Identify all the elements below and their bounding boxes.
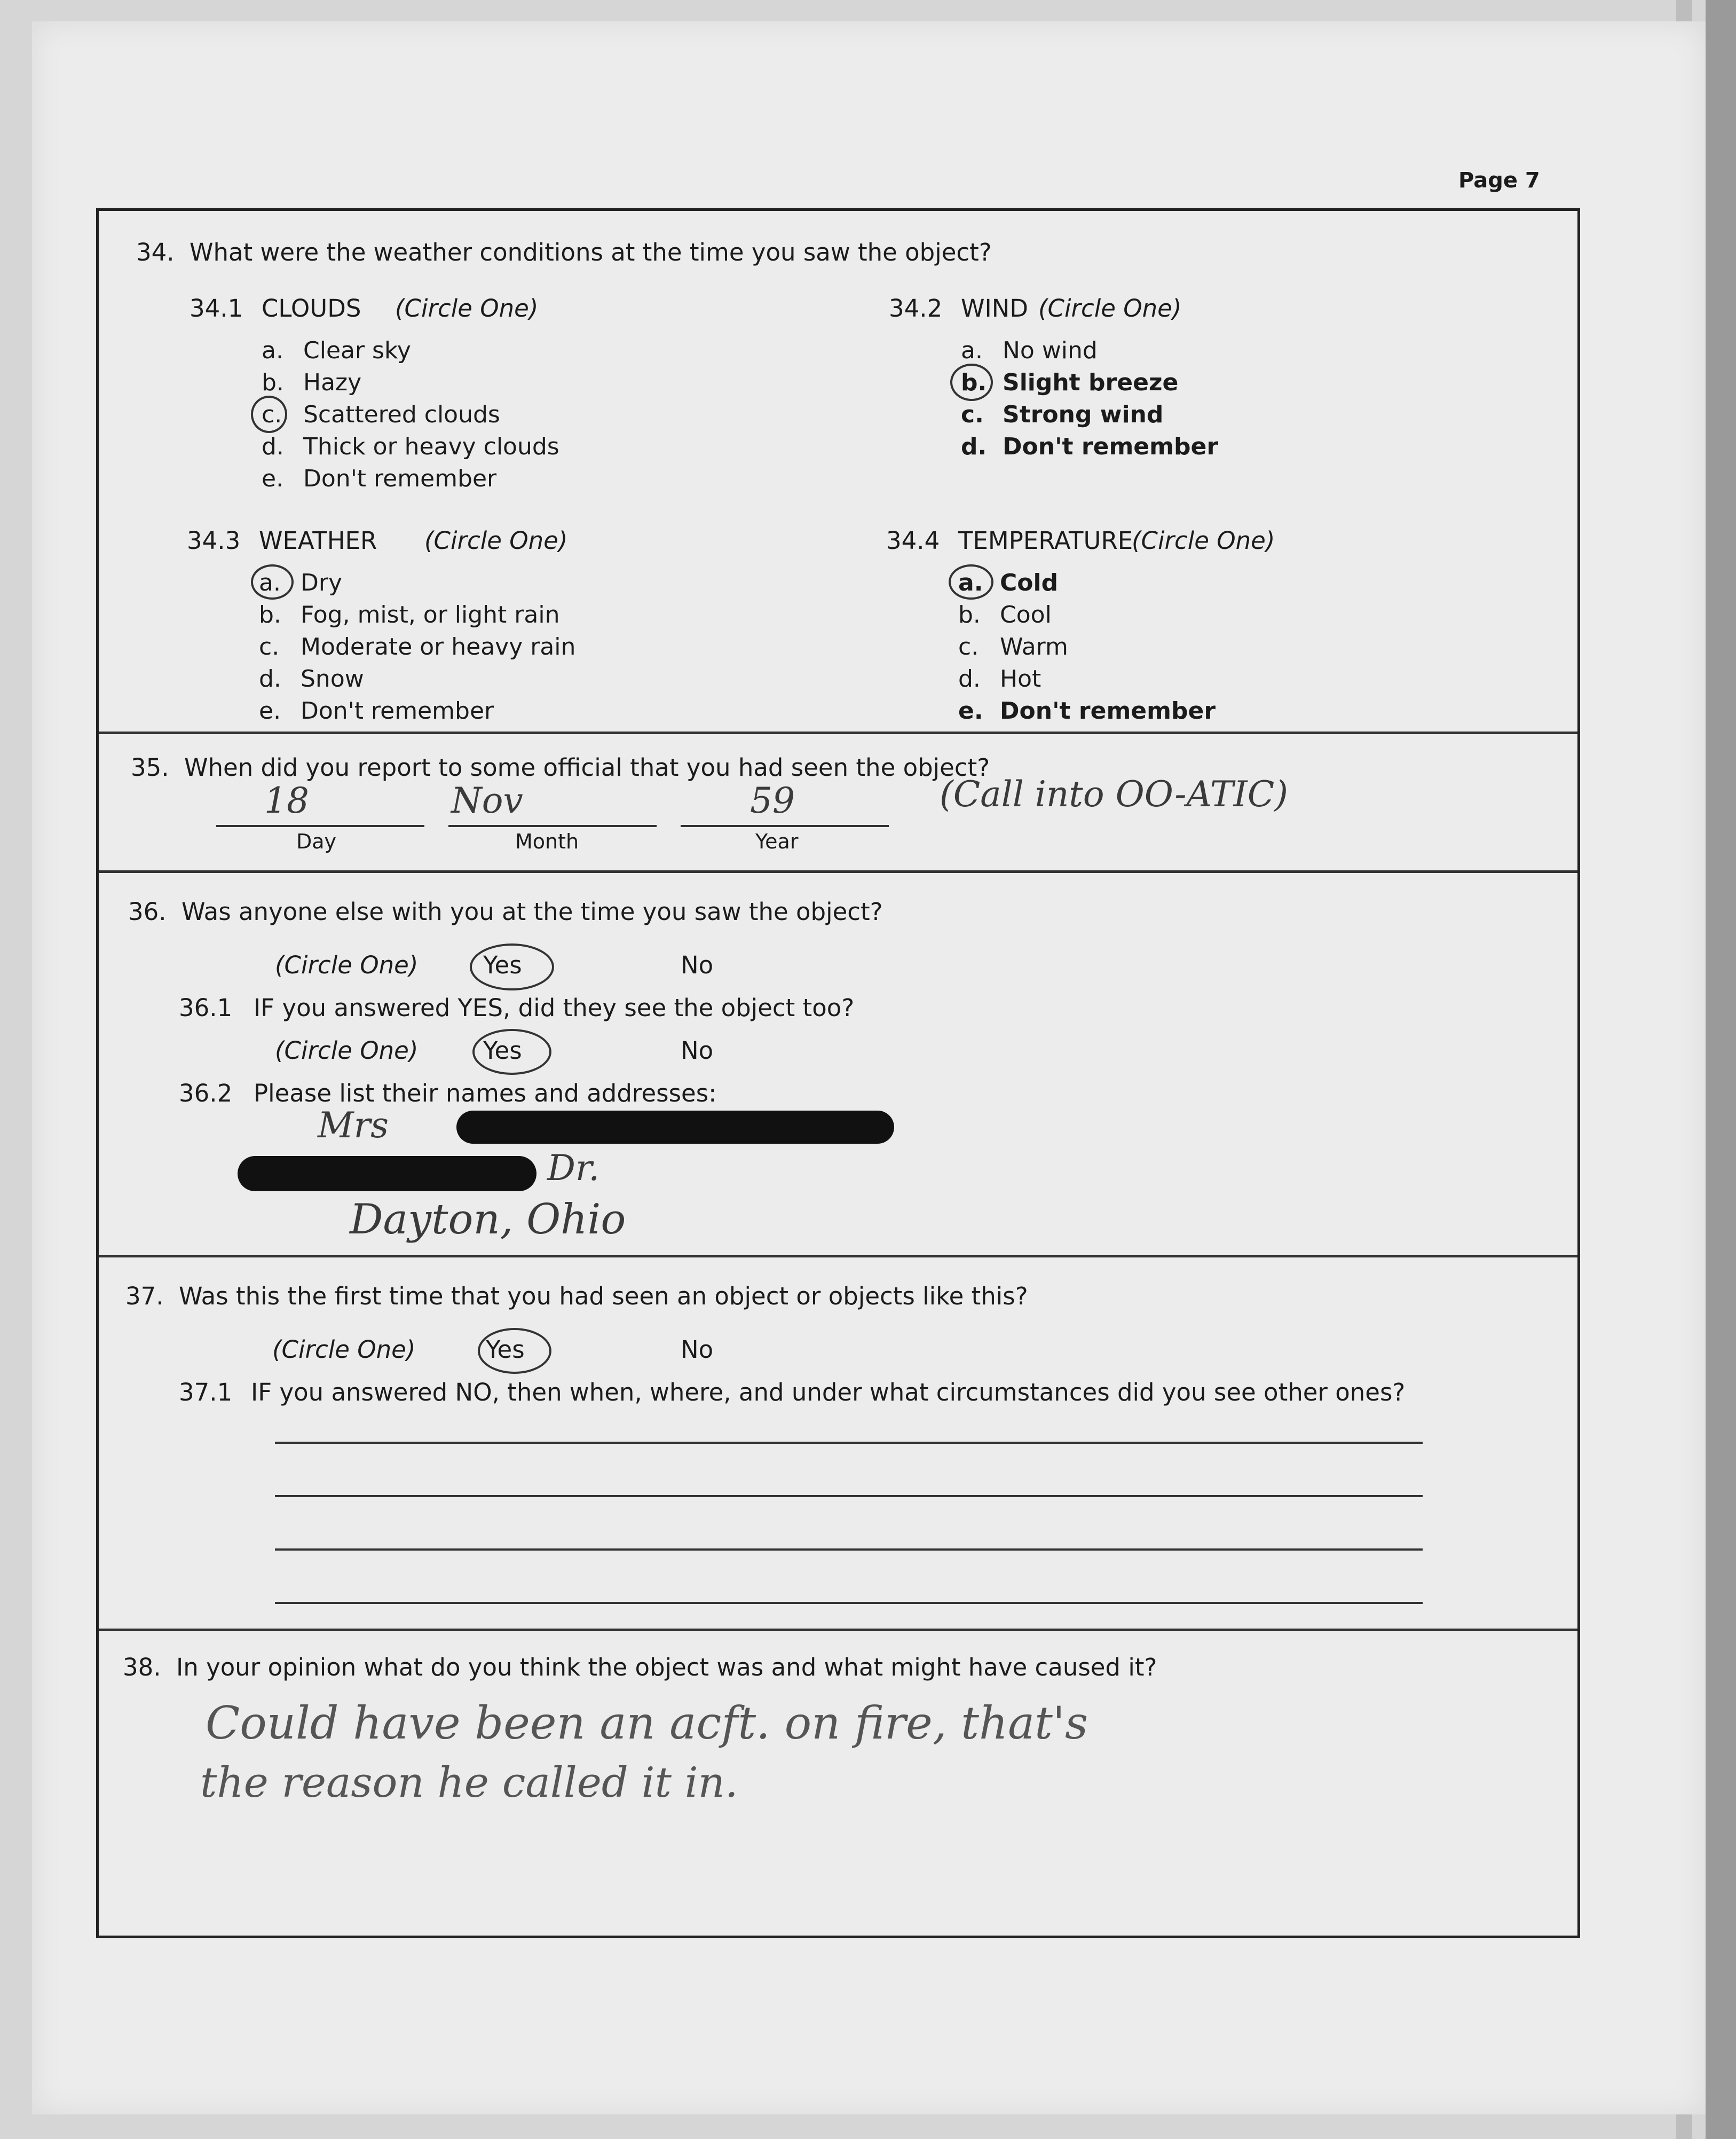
q36-number: 36. (128, 898, 167, 926)
clouds-option-b[interactable]: b. Hazy (262, 369, 362, 396)
wind-hint: (Circle One) (1038, 294, 1182, 323)
q36-1-no[interactable]: No (681, 1036, 714, 1065)
answer-line[interactable] (275, 1495, 1423, 1497)
q36-yes[interactable]: Yes (483, 951, 522, 979)
clouds-option-d[interactable]: d. Thick or heavy clouds (262, 433, 559, 460)
weather-option-a[interactable]: a. Dry (259, 569, 343, 596)
q35-text: When did you report to some official that you had seen the object? (184, 753, 990, 782)
q37-hint: (Circle One) (272, 1335, 416, 1364)
temperature-title: TEMPERATURE (958, 526, 1133, 555)
q36-hint: (Circle One) (275, 951, 419, 979)
scan-border-dark (1706, 0, 1736, 2139)
weather-option-d[interactable]: d. Snow (259, 665, 364, 693)
question-34 (99, 211, 1577, 734)
year-line (681, 825, 889, 827)
q36-text: Was anyone else with you at the time you saw the object? (182, 898, 883, 926)
clouds-option-a[interactable]: a. Clear sky (262, 337, 411, 364)
year-label: Year (755, 830, 799, 853)
wind-selection-circle (950, 364, 993, 401)
clouds-selection-circle (251, 396, 287, 433)
clouds-hint: (Circle One) (395, 294, 539, 323)
q36-no[interactable]: No (681, 951, 714, 979)
q36-2-number: 36.2 (179, 1079, 233, 1107)
temperature-selection-circle (949, 564, 993, 600)
wind-option-d[interactable]: d. Don't remember (961, 433, 1219, 460)
weather-title: WEATHER (259, 526, 377, 555)
answer-line[interactable] (275, 1548, 1423, 1551)
wind-option-c[interactable]: c. Strong wind (961, 401, 1164, 428)
clouds-option-e[interactable]: e. Don't remember (262, 465, 497, 492)
temperature-hint: (Circle One) (1132, 526, 1275, 555)
q37-text: Was this the first time that you had seen an object or objects like this? (179, 1282, 1028, 1310)
answer-line[interactable] (275, 1602, 1423, 1604)
q36-2-text: Please list their names and addresses: (254, 1079, 717, 1107)
redaction-bar (238, 1156, 536, 1191)
clouds-title: CLOUDS (262, 294, 361, 323)
temperature-option-e[interactable]: e. Don't remember (958, 697, 1216, 725)
q36-1-number: 36.1 (179, 994, 233, 1022)
report-month-value[interactable]: Nov (451, 780, 523, 821)
q37-yes[interactable]: Yes (486, 1335, 525, 1364)
answer-line[interactable] (275, 1442, 1423, 1444)
q37-number: 37. (125, 1282, 164, 1310)
report-year-value[interactable]: 59 (750, 780, 795, 821)
wind-number: 34.2 (889, 294, 943, 323)
question-35 (99, 734, 1577, 873)
temperature-option-b[interactable]: b. Cool (958, 601, 1052, 628)
q38-text: In your opinion what do you think the object was and what might have caused it? (176, 1653, 1157, 1681)
month-line (448, 825, 657, 827)
question-38 (99, 1631, 1577, 1936)
form-frame (96, 208, 1580, 1938)
temperature-number: 34.4 (886, 526, 940, 555)
q38-number: 38. (123, 1653, 161, 1681)
redaction-bar (456, 1111, 894, 1144)
weather-selection-circle (251, 564, 294, 600)
companion-name: Mrs (318, 1105, 389, 1146)
companion-street: Dr. (547, 1147, 600, 1189)
day-label: Day (296, 830, 337, 853)
q36-1-hint: (Circle One) (275, 1036, 419, 1065)
report-day-value[interactable]: 18 (264, 780, 309, 821)
report-note: (Call into OO-ATIC) (940, 774, 1288, 815)
weather-hint: (Circle One) (424, 526, 568, 555)
temperature-option-d[interactable]: d. Hot (958, 665, 1041, 693)
q38-answer-line-1: Could have been an acft. on fire, that's (206, 1697, 1088, 1749)
q34-text: What were the weather conditions at the time you saw the object? (190, 238, 992, 266)
q36-selection-circle (470, 943, 554, 990)
q37-no[interactable]: No (681, 1335, 714, 1364)
temperature-option-c[interactable]: c. Warm (958, 633, 1068, 660)
q37-1-number: 37.1 (179, 1378, 233, 1406)
weather-option-c[interactable]: c. Moderate or heavy rain (259, 633, 576, 660)
q35-number: 35. (131, 753, 169, 782)
wind-title: WIND (961, 294, 1029, 323)
q37-selection-circle (478, 1328, 551, 1374)
q36-1-yes[interactable]: Yes (483, 1036, 522, 1065)
weather-number: 34.3 (187, 526, 241, 555)
q36-1-text: IF you answered YES, did they see the object too? (254, 994, 855, 1022)
day-line (216, 825, 424, 827)
companion-city: Dayton, Ohio (350, 1196, 626, 1244)
question-36 (99, 873, 1577, 1257)
wind-option-b[interactable]: b. Slight breeze (961, 369, 1179, 396)
clouds-option-c[interactable]: c. Scattered clouds (262, 401, 500, 428)
form-page (32, 21, 1706, 2114)
temperature-option-a[interactable]: a. Cold (958, 569, 1059, 596)
wind-option-a[interactable]: a. No wind (961, 337, 1098, 364)
q36-1-selection-circle (472, 1029, 551, 1075)
weather-option-e[interactable]: e. Don't remember (259, 697, 494, 725)
weather-option-b[interactable]: b. Fog, mist, or light rain (259, 601, 560, 628)
question-37 (99, 1257, 1577, 1631)
q37-1-text: IF you answered NO, then when, where, and under what circumstances did you see other ones? (251, 1378, 1406, 1406)
page-number: Page 7 (1458, 168, 1540, 193)
q34-number: 34. (136, 238, 175, 266)
q38-answer-line-2: the reason he called it in. (200, 1759, 738, 1807)
clouds-number: 34.1 (190, 294, 243, 323)
month-label: Month (515, 830, 579, 853)
